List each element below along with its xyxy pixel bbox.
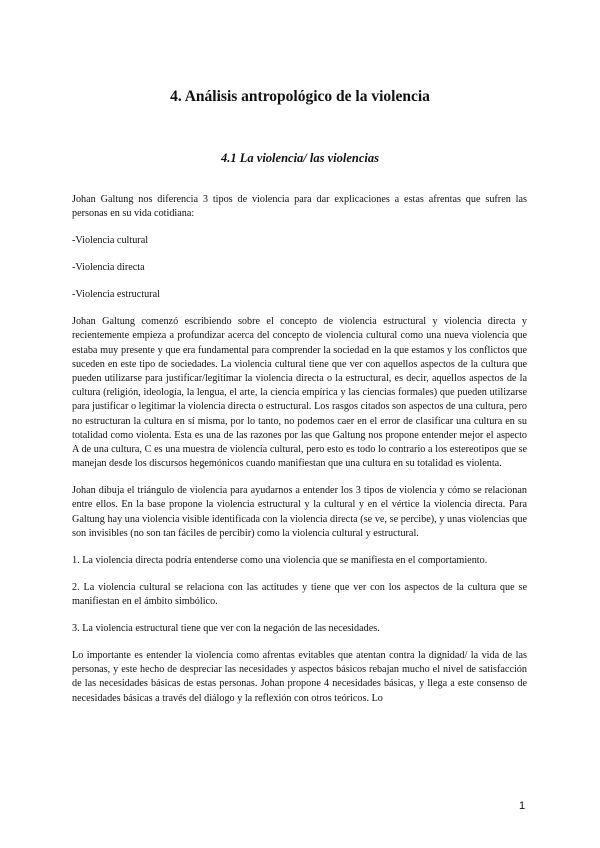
- body-text: [72, 193, 527, 719]
- paragraph: Johan dibuja el triángulo de violencia para ayudarnos a entender los 3 tipos de violencia y cómo se relacionan entre ellos. En la base propone la violencia estructural y la cultural y en el vértice la violencia directa. Para Galtung hay una violencia visible identificada con la violencia directa (se ve, se percibe), y unas violencias que son invisibles (no son tan fáciles de percibir) como la violencia cultural y estructural.: [72, 485, 527, 539]
- numbered-item: 1. La violencia directa podría entenderse como una violencia que se manifiesta en el comportamiento.: [72, 554, 488, 566]
- paragraph: Johan Galtung comenzó escribiendo sobre el concepto de violencia estructural y violencia directa y recientemente empieza a profundizar acerca del concepto de violencia cultural como una nueva violencia que estaba muy presente y que era fundamental para comprender la sociedad en la que estamos y los conflictos que suceden en este tipo de sociedades. La violencia cultural tiene que ver con aquellos aspectos de la cultura que pueden utilizarse para justificar/legitimar la violencia directa o la estructural, es decir, aquellos aspectos de la cultura (religión, ideología, la lengua, el arte, la ciencia empírica y las ciencias formales) que pueden utilizarse para justificar o legitimar la violencia directa o estructural. Los rasgos citados son aspectos de una cultura, pero no estructuran la cultura en sí misma, por lo tanto, no podemos caer en el error de clasificar una cultura en su totalidad como violenta. Esta es una de las razones por las que Galtung nos propone entender mejor el aspecto A de una cultura, C es una muestra de violencia cultural, pero esto es todo lo contrario a los estereotipos que se manejan desde los discursos hegemónicos cuando manifiestan que una cultura en su totalidad es violenta.: [72, 316, 527, 470]
- page-number: 1: [519, 800, 526, 812]
- subsection-heading: 4.1 La violencia/ las violencias: [221, 151, 379, 165]
- intro-paragraph: Johan Galtung nos diferencia 3 tipos de violencia para dar explicaciones a estas afrentas que sufren las personas en su vida cotidiana:: [72, 194, 527, 220]
- numbered-item: 3. La violencia estructural tiene que ver con la negación de las necesidades.: [72, 623, 380, 635]
- list-item: -Violencia directa: [72, 262, 145, 274]
- list-item: -Violencia estructural: [72, 289, 160, 301]
- numbered-item: 2. La violencia cultural se relaciona con las actitudes y tiene que ver con los aspectos de la cultura que se manifiestan en el ámbito simbólico.: [72, 581, 527, 608]
- list-item: -Violencia cultural: [72, 235, 149, 247]
- paragraph: Lo importante es entender la violencia como afrentas evitables que atentan contra la dignidad/ la vida de las personas, y este hecho de despreciar las necesidades y aspectos básicos rebajan mucho el nivel de satisfacción de las necesidades básicas de estas personas. Johan propone 4 necesidades básicas, y llega a este consenso de necesidades básicas a través del diálogo y la reflexión con otros teóricos. Lo: [72, 650, 527, 704]
- section-heading: 4. Análisis antropológico de la violencia: [170, 88, 430, 105]
